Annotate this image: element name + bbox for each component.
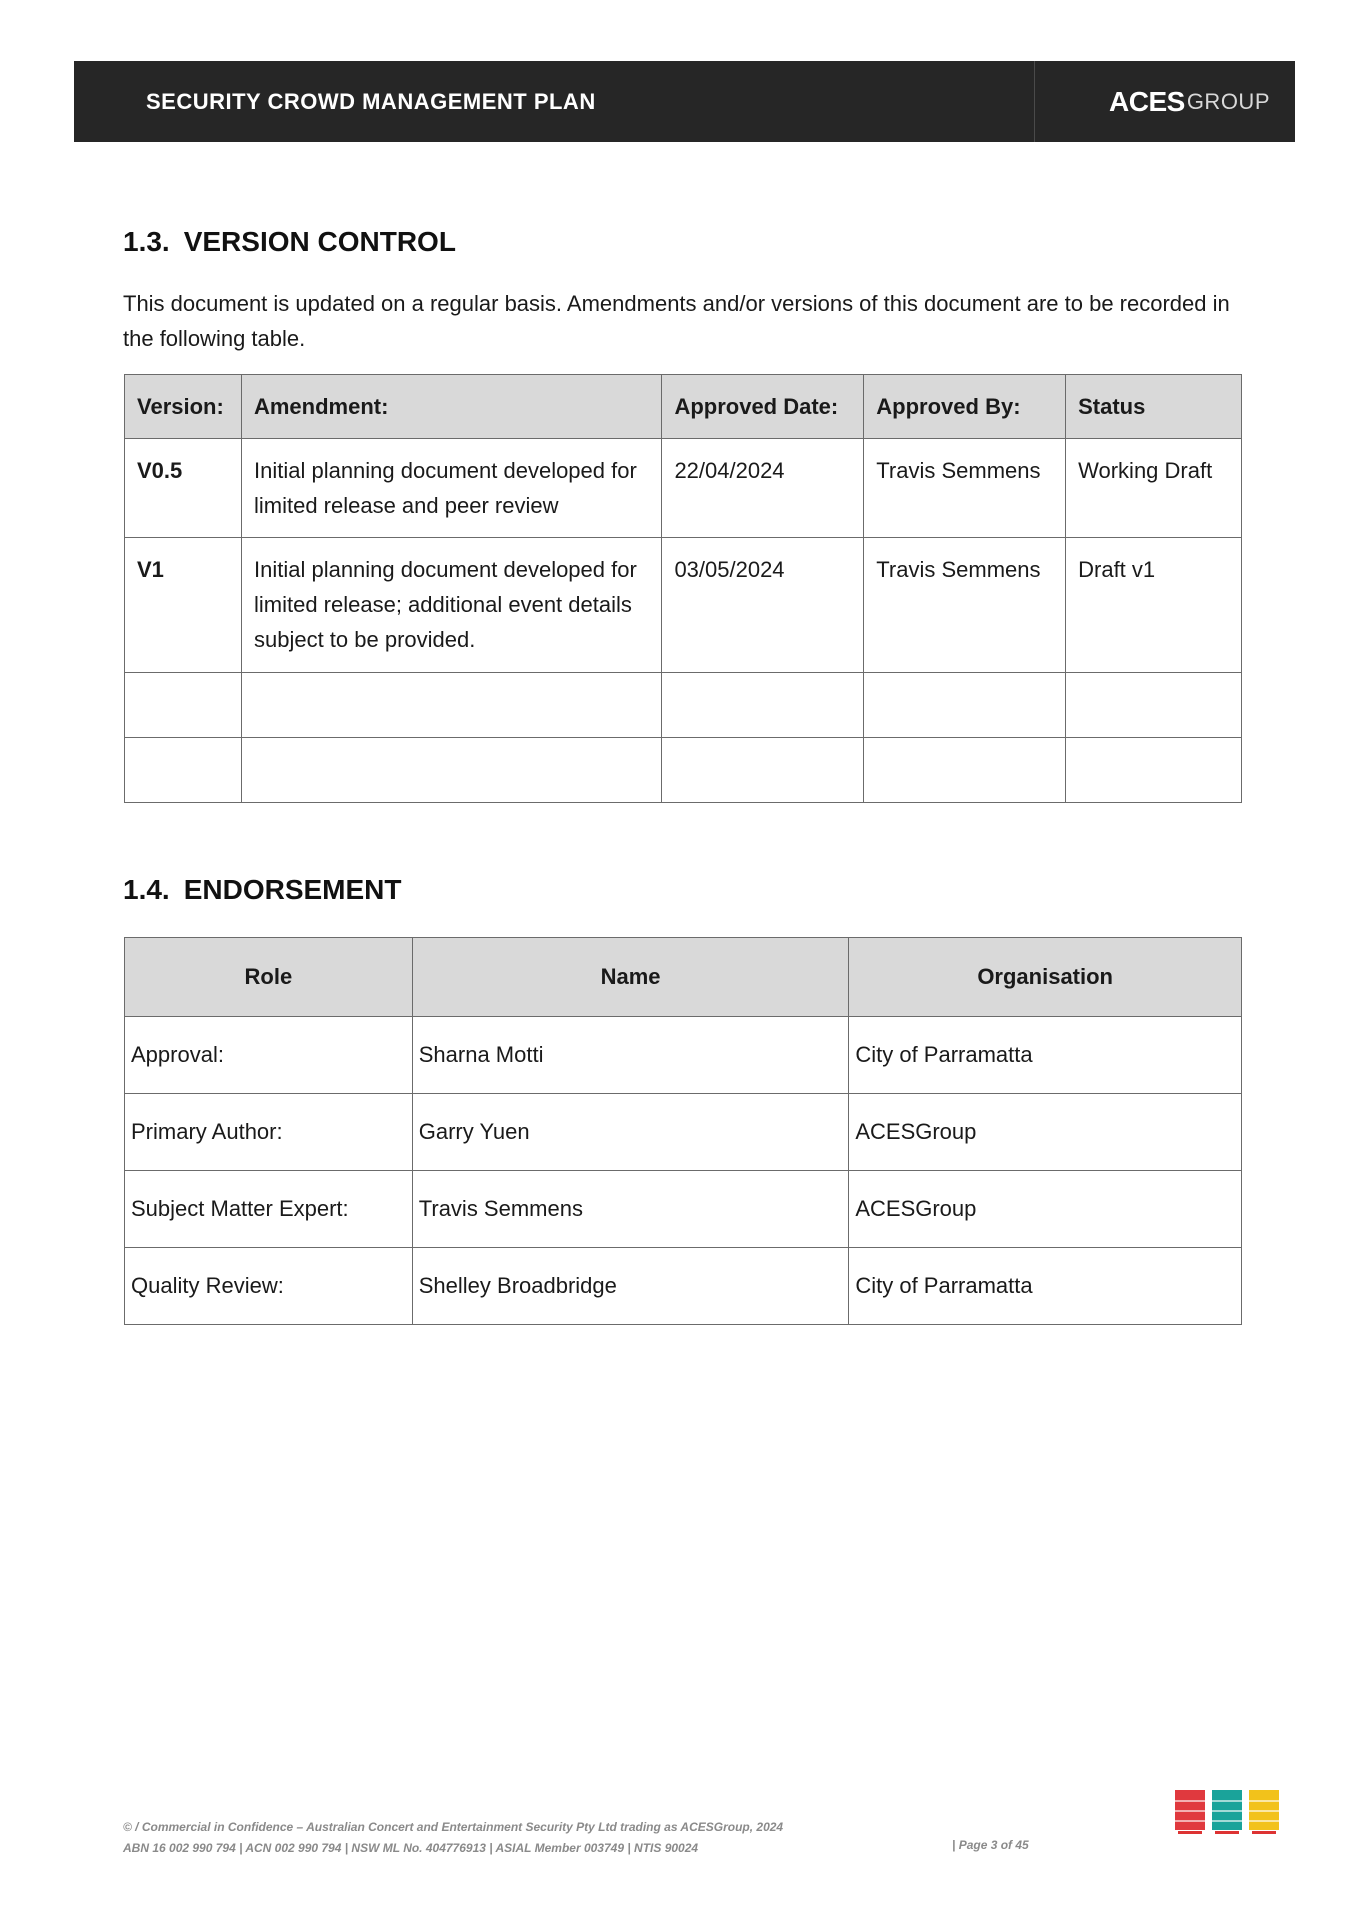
- table-row: [125, 1094, 1242, 1171]
- section-number: 1.3.: [123, 226, 170, 257]
- table-row: [125, 538, 1242, 673]
- organisation-cell: ACESGroup: [849, 1171, 1242, 1248]
- role-cell: Quality Review:: [125, 1248, 413, 1325]
- organisation-cell: City of Parramatta: [849, 1017, 1242, 1094]
- table-row: [125, 1017, 1242, 1094]
- empty-cell: [125, 738, 242, 803]
- role-cell: Primary Author:: [125, 1094, 413, 1171]
- ohs-certification-icon: [1248, 1790, 1280, 1834]
- empty-cell: [241, 673, 661, 738]
- table-row: [125, 1248, 1242, 1325]
- column-header: Approved By:: [864, 375, 1066, 439]
- endorsement-table: [124, 937, 1242, 1325]
- column-header: Approved Date:: [662, 375, 864, 439]
- certification-badges: [1174, 1790, 1280, 1834]
- section-number: 1.4.: [123, 874, 170, 905]
- section-title: ENDORSEMENT: [183, 874, 402, 905]
- footer-registration: ABN 16 002 990 794 | ACN 002 990 794 | NSW ML No. 404776913 | ASIAL Member 003749 | NTIS 90024: [123, 1841, 699, 1855]
- approved-date-cell: 22/04/2024: [662, 439, 864, 538]
- empty-cell: [864, 673, 1066, 738]
- status-cell: Draft v1: [1066, 538, 1242, 673]
- approved-by-cell: Travis Semmens: [864, 439, 1066, 538]
- organisation-cell: City of Parramatta: [849, 1248, 1242, 1325]
- name-cell: Travis Semmens: [412, 1171, 849, 1248]
- footer-copyright: © / Commercial in Confidence – Australian Concert and Entertainment Security Pty Ltd trading as ACESGroup, 2024: [123, 1820, 784, 1834]
- role-cell: Approval:: [125, 1017, 413, 1094]
- empty-cell: [125, 673, 242, 738]
- name-cell: Garry Yuen: [412, 1094, 849, 1171]
- table-header-row: [125, 375, 1242, 439]
- empty-cell: [1066, 738, 1242, 803]
- empty-cell: [662, 673, 864, 738]
- empty-cell: [662, 738, 864, 803]
- table-row: [125, 439, 1242, 538]
- approved-by-cell: Travis Semmens: [864, 538, 1066, 673]
- column-header: Role: [125, 938, 413, 1017]
- column-header: Version:: [125, 375, 242, 439]
- version-control-heading: [123, 226, 456, 258]
- column-header: Status: [1066, 375, 1242, 439]
- logo-sub-text: GROUP: [1186, 88, 1270, 114]
- empty-cell: [241, 738, 661, 803]
- empty-cell: [1066, 673, 1242, 738]
- empty-cell: [864, 738, 1066, 803]
- aces-group-logo: [1035, 61, 1295, 142]
- column-header: Name: [412, 938, 849, 1017]
- approved-date-cell: 03/05/2024: [662, 538, 864, 673]
- document-title: SECURITY CROWD MANAGEMENT PLAN: [146, 88, 596, 114]
- empty-table-row: [125, 673, 1242, 738]
- name-cell: Shelley Broadbridge: [412, 1248, 849, 1325]
- quality-certification-icon: [1174, 1790, 1206, 1834]
- column-header: Organisation: [849, 938, 1242, 1017]
- endorsement-heading: [123, 874, 402, 906]
- name-cell: Sharna Motti: [412, 1017, 849, 1094]
- amendment-cell: Initial planning document developed for limited release and peer review: [241, 439, 661, 538]
- empty-table-row: [125, 738, 1242, 803]
- page-header: [74, 61, 1295, 142]
- page-number: | Page 3 of 45: [952, 1838, 1029, 1852]
- column-header: Amendment:: [241, 375, 661, 439]
- status-cell: Working Draft: [1066, 439, 1242, 538]
- role-cell: Subject Matter Expert:: [125, 1171, 413, 1248]
- section-title: VERSION CONTROL: [183, 226, 456, 257]
- version-cell: V1: [125, 538, 242, 673]
- table-header-row: [125, 938, 1242, 1017]
- organisation-cell: ACESGroup: [849, 1094, 1242, 1171]
- logo-main-text: ACES: [1109, 85, 1185, 117]
- table-row: [125, 1171, 1242, 1248]
- version-control-intro: This document is updated on a regular basis. Amendments and/or versions of this document are to be recorded in the following table.: [123, 291, 1230, 351]
- amendment-cell: Initial planning document developed for limited release; additional event details subject to be provided.: [241, 538, 661, 673]
- footer-legal: [123, 1817, 783, 1859]
- version-cell: V0.5: [125, 439, 242, 538]
- environment-certification-icon: [1211, 1790, 1243, 1834]
- version-control-table: [124, 374, 1242, 803]
